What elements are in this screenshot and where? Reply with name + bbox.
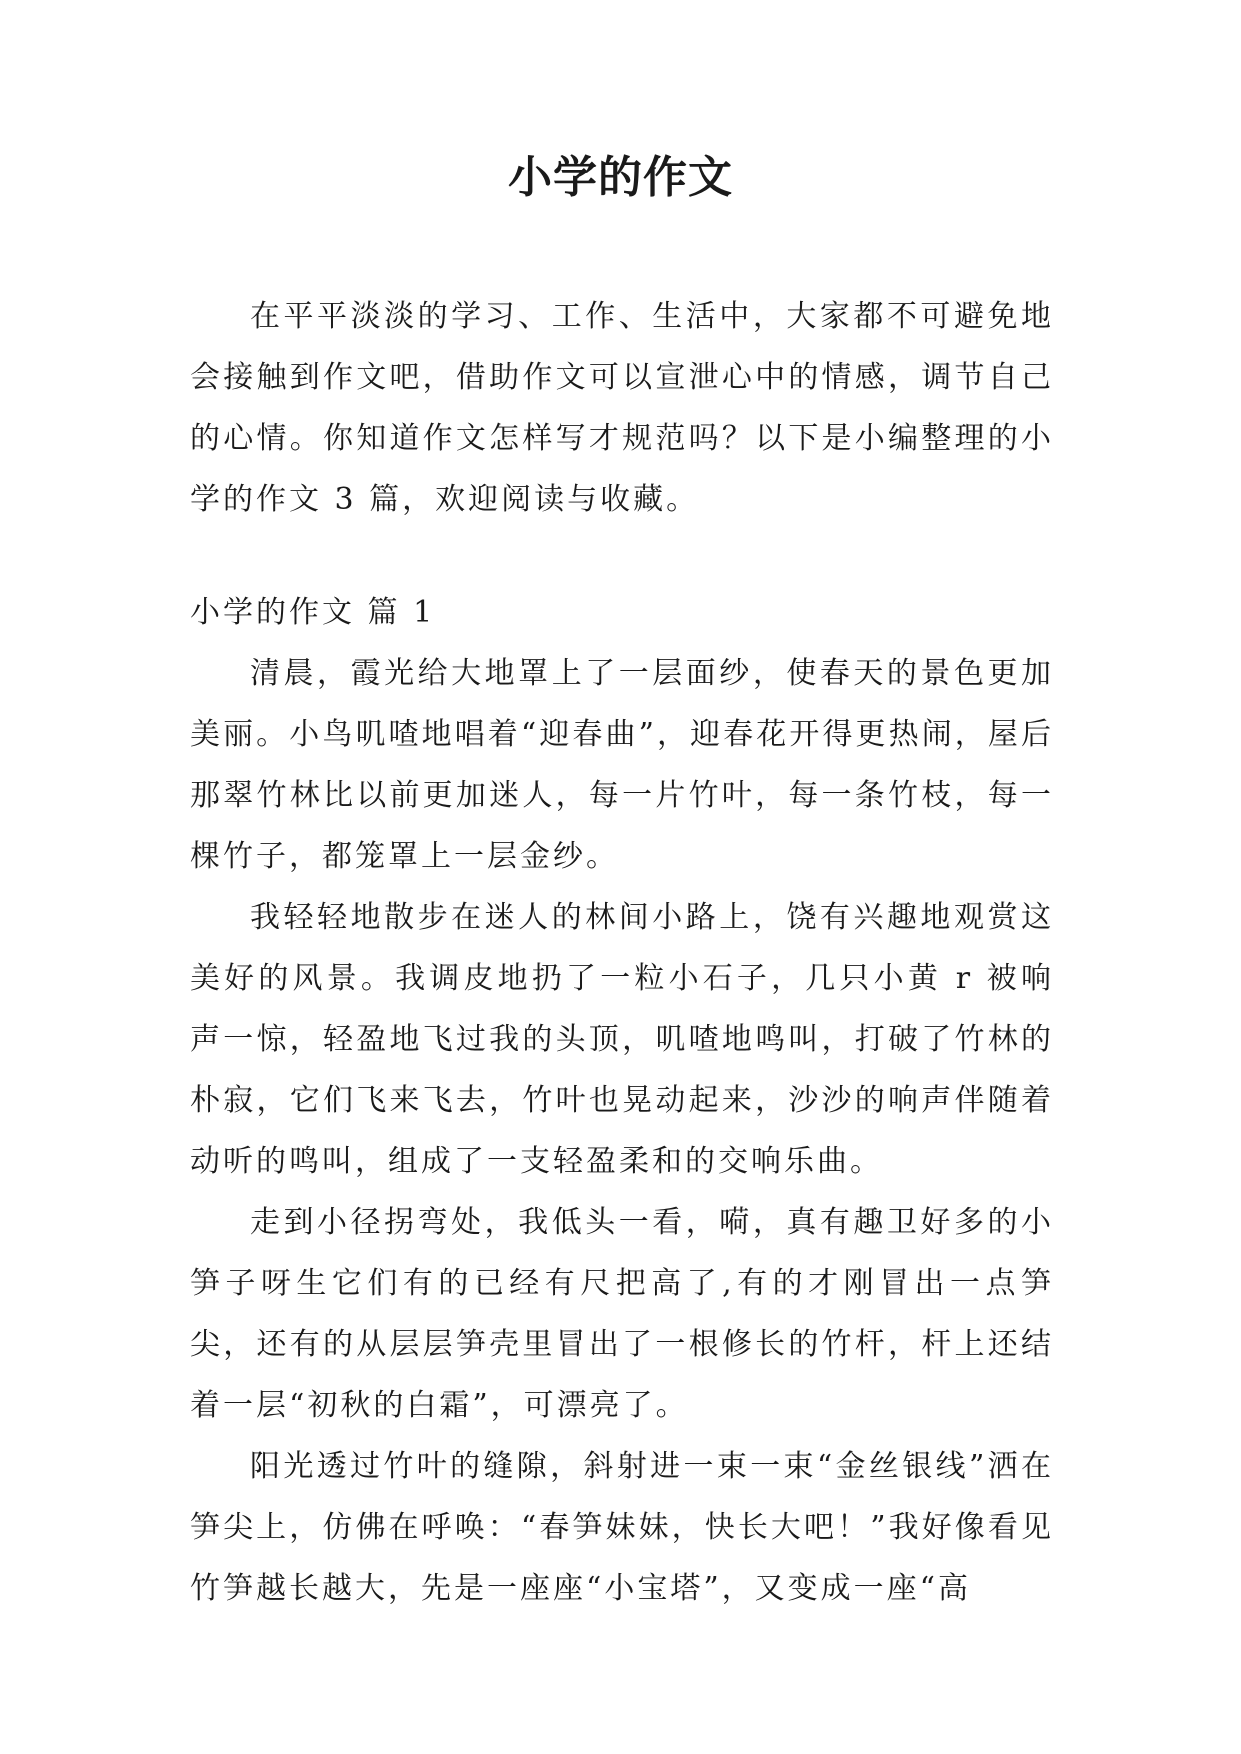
body-paragraph-2: 我轻轻地散步在迷人的林间小路上，饶有兴趣地观赏这美好的风景。我调皮地扔了一粒小石子，几只小黄 r 被响声一惊，轻盈地飞过我的头顶，叽喳地鸣叫，打破了竹林的朴寂，它们飞来飞去，竹叶也晃动起来，沙沙的响声伴随着动听的鸣叫，组成了一支轻盈柔和的交响乐曲。 xyxy=(190,900,1054,1179)
document-body xyxy=(190,286,1054,1619)
body-paragraph-4: 阳光透过竹叶的缝隙，斜射进一束一束“金丝银线”洒在笋尖上，仿佛在呼唤：“春笋妹妹，快长大吧！”我好像看见竹笋越长越大，先是一座座“小宝塔”，又变成一座“高 xyxy=(190,1449,1054,1606)
body-paragraph-3: 走到小径拐弯处，我低头一看，嗬，真有趣卫好多的小笋子呀生它们有的已经有尺把高了,有的才刚冒出一点笋尖，还有的从层层笋壳里冒出了一根修长的竹杆，杆上还结着一层“初秋的白霜”，可漂亮了。 xyxy=(190,1205,1054,1423)
document-title: 小学的作文 xyxy=(508,152,733,203)
intro-paragraph: 在平平淡淡的学习、工作、生活中，大家都不可避免地会接触到作文吧，借助作文可以宣泄心中的情感，调节自己的心情。你知道作文怎样写才规范吗？以下是小编整理的小学的作文 3 篇，欢迎阅读与收藏。 xyxy=(190,299,1054,517)
body-paragraph-1: 清晨，霞光给大地罩上了一层面纱，使春天的景色更加美丽。小鸟叽喳地唱着“迎春曲”，迎春花开得更热闹，屋后那翠竹林比以前更加迷人，每一片竹叶，每一条竹枝，每一棵竹子，都笼罩上一层金纱。 xyxy=(190,656,1054,874)
section-heading: 小学的作文 篇 1 xyxy=(190,595,436,630)
